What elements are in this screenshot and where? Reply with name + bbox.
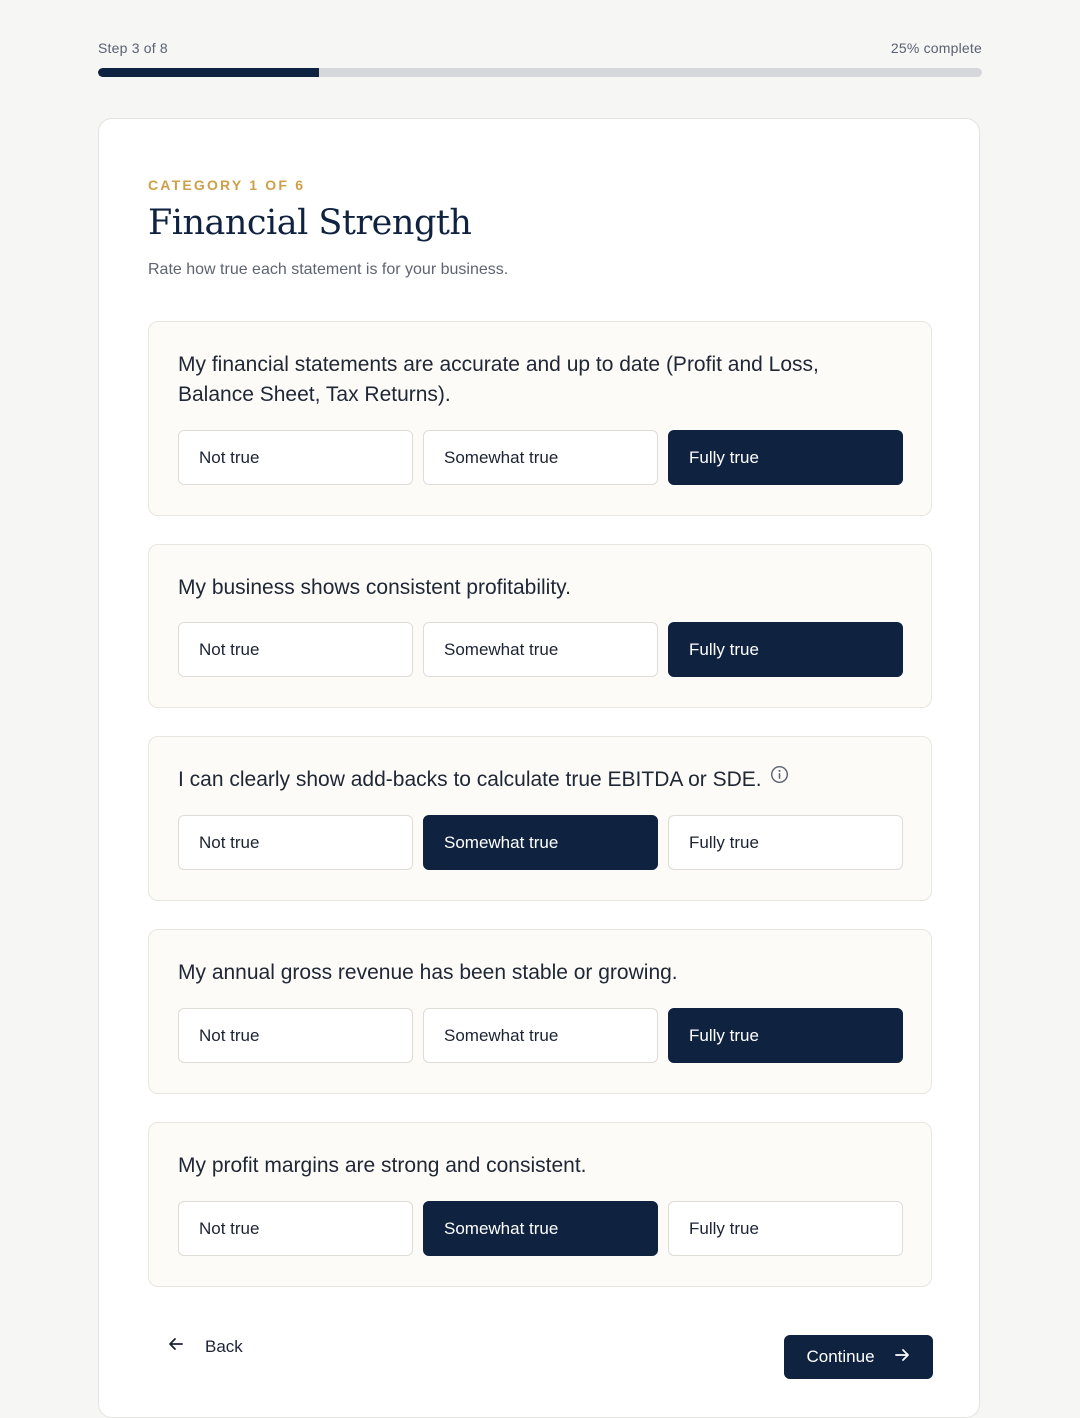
arrow-left-icon xyxy=(167,1335,185,1358)
option-somewhat-true[interactable]: Somewhat true xyxy=(423,815,658,870)
back-button[interactable] xyxy=(167,1335,243,1358)
continue-label: Continue xyxy=(806,1347,875,1366)
answer-options xyxy=(178,1201,903,1256)
question-text: My annual gross revenue has been stable or growing. xyxy=(178,961,678,984)
option-somewhat-true[interactable]: Somewhat true xyxy=(423,622,658,677)
answer-options xyxy=(178,815,903,870)
answer-options xyxy=(178,1008,903,1063)
option-somewhat-true[interactable]: Somewhat true xyxy=(423,1201,658,1256)
page-title: Financial Strength xyxy=(148,203,472,243)
option-fully-true[interactable]: Fully true xyxy=(668,1201,903,1256)
progress-bar-fill xyxy=(98,68,319,77)
option-not-true[interactable]: Not true xyxy=(178,1008,413,1063)
question-text: I can clearly show add-backs to calculate true EBITDA or SDE. xyxy=(178,768,762,791)
question-card xyxy=(148,929,932,1094)
option-fully-true[interactable]: Fully true xyxy=(668,1008,903,1063)
question-text: My financial statements are accurate and up to date (Profit and Loss, Balance Sheet, Tax Returns). xyxy=(178,353,819,406)
answer-options xyxy=(178,430,903,485)
option-not-true[interactable]: Not true xyxy=(178,622,413,677)
progress-bar xyxy=(98,68,982,77)
percent-complete-label: 25% complete xyxy=(890,40,982,56)
answer-options xyxy=(178,622,903,677)
assessment-card xyxy=(98,118,980,1418)
info-circle-icon[interactable] xyxy=(770,763,789,793)
page-subtitle: Rate how true each statement is for your business. xyxy=(148,261,509,278)
question-text: My profit margins are strong and consistent. xyxy=(178,1154,587,1177)
arrow-right-icon xyxy=(893,1346,911,1369)
option-fully-true[interactable]: Fully true xyxy=(668,430,903,485)
step-label: Step 3 of 8 xyxy=(98,40,168,56)
question-card xyxy=(148,1122,932,1287)
category-label: CATEGORY 1 OF 6 xyxy=(148,177,306,193)
continue-button[interactable] xyxy=(784,1335,933,1379)
option-not-true[interactable]: Not true xyxy=(178,815,413,870)
back-label: Back xyxy=(205,1336,243,1356)
option-somewhat-true[interactable]: Somewhat true xyxy=(423,430,658,485)
question-card xyxy=(148,321,932,516)
option-somewhat-true[interactable]: Somewhat true xyxy=(423,1008,658,1063)
option-not-true[interactable]: Not true xyxy=(178,430,413,485)
question-card xyxy=(148,544,932,708)
question-text-row xyxy=(178,765,891,795)
progress-section xyxy=(98,40,982,77)
question-card xyxy=(148,736,932,901)
option-not-true[interactable]: Not true xyxy=(178,1201,413,1256)
option-fully-true[interactable]: Fully true xyxy=(668,622,903,677)
question-text: My business shows consistent profitability. xyxy=(178,576,571,599)
progress-labels xyxy=(98,40,982,56)
option-fully-true[interactable]: Fully true xyxy=(668,815,903,870)
